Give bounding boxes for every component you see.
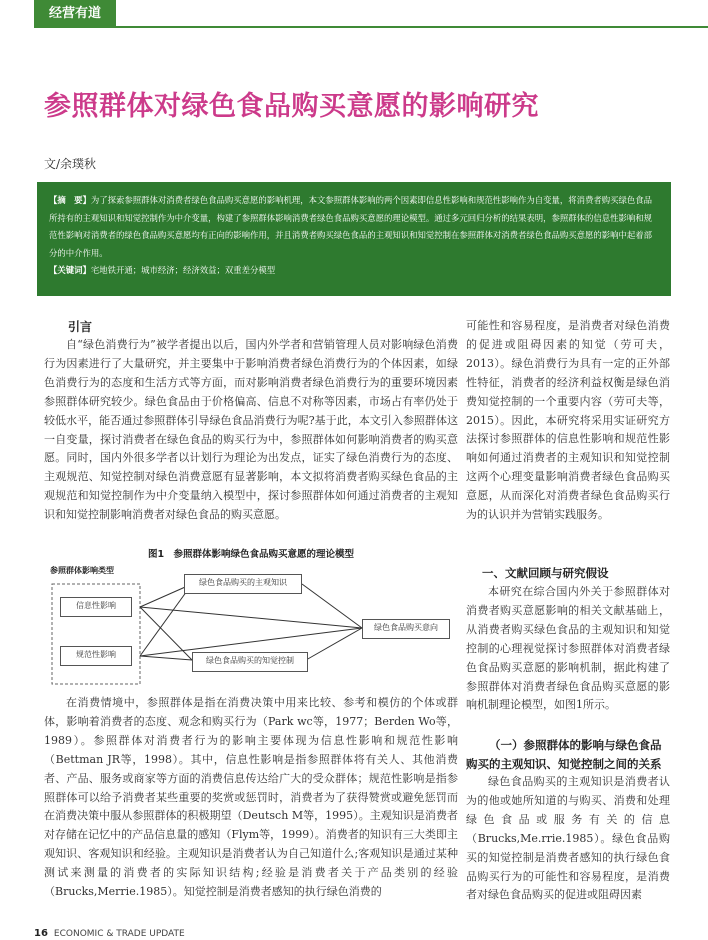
subjective-knowledge-box: 绿色食品购买的主观知识 bbox=[184, 574, 302, 594]
keywords-paragraph bbox=[49, 262, 659, 280]
page-footer bbox=[34, 928, 185, 939]
arrow-control-intention bbox=[306, 628, 362, 660]
perceived-control-box: 绿色食品购买的知觉控制 bbox=[192, 652, 308, 672]
header-bar bbox=[0, 0, 708, 30]
left-body-column bbox=[44, 694, 458, 902]
intro-heading: 引言 bbox=[68, 320, 93, 334]
subsection-paragraph: 绿色食品购买的主观知识是消费者认为的他或她所知道的与购买、消费和处理绿色食品或服务有关的信息（Brucks,Me.rrie.1985）。绿色食品购买的知觉控制是消费者感知的执行绿色食品购买行为的可能性和容易程度，是消费者对绿色食品购买的促进或阻碍因素 bbox=[466, 775, 670, 902]
right-column-sub bbox=[466, 773, 670, 905]
normative-box: 规范性影响 bbox=[60, 646, 132, 666]
article-author: 文/余璞秋 bbox=[44, 157, 97, 171]
arrow-info-control bbox=[140, 607, 192, 660]
arrow-norm-control bbox=[140, 656, 192, 660]
reference-group-paragraph: 在消费情境中，参照群体是指在消费决策中用来比较、参考和模仿的个体或群体，影响着消费者的态度、观念和购买行为（Park wc等，1977；Berden Wo等，1989）。参照群体对消费者行为的影响主要体现为信息性影响和规范性影响（Bettman JR等，1998）。其中，信息性影响是指参照群体将有关人、其他消费者、产品、服务或商家等方面的消费信息传达给广大的受众群体；规范性影响是指参照群体可以给予消费者某些重要的奖赏或惩罚时，消费者为了获得赞赏或避免惩罚而在消费决策中服从参照群体的积极期望（Deutsch M等，1995）。主观知识是消费者对存储在记忆中的产品信息量的感知（Flym等，1999）。消费者的知识有三大类即主观知识、客观知识和经验。主观知识是消费者认为自己知道什么;客观知识是通过某种测试来测量的消费者的实际知识结构;经验是消费者关于产品类别的经验（Brucks,Merrie.1985）。知觉控制是消费者感知的执行绿色消费的 bbox=[44, 696, 458, 899]
literature-paragraph: 本研究在综合国内外关于参照群体对消费者购买意愿影响的相关文献基础上，从消费者购买绿色食品的主观知识和知觉控制的心理视觉探讨参照群体对消费者绿色食品购买意愿的影响机制，据此构建了参照群体对消费者绿色食品购买意愿的影响机制理论模型，如图1所示。 bbox=[466, 585, 670, 712]
keywords-label: 【关键词】 bbox=[49, 265, 91, 275]
right-column-lit bbox=[466, 583, 670, 715]
journal-name: ECONOMIC & TRADE UPDATE bbox=[53, 929, 185, 939]
keywords-text: 宅地铁开通；城市经济；经济效益；双重差分模型 bbox=[90, 265, 276, 275]
abstract-paragraph bbox=[49, 192, 659, 262]
arrow-norm-subjective bbox=[140, 584, 192, 656]
article-title: 参照群体对绿色食品购买意愿的影响研究 bbox=[44, 91, 539, 122]
page-number: 16 bbox=[34, 928, 48, 939]
arrow-info-intention bbox=[140, 607, 362, 628]
group-label: 参照群体影响类型 bbox=[50, 565, 114, 575]
section-heading-literature: 一、文献回顾与研究假设 bbox=[482, 566, 609, 580]
abstract-label: 【摘 要】 bbox=[49, 195, 91, 205]
abstract-box bbox=[37, 182, 671, 296]
intro-paragraph: 自“绿色消费行为”被学者提出以后，国内外学者和营销管理人员对影响绿色消费行为因素进行了大量研究，并主要集中于影响消费者绿色消费行为的个体因素，如绿色消费行为的态度和生活方式等方面，而对影响消费者绿色消费行为的重要环境因素参照群体研究较少。绿色食品由于价格偏高、信息不对称等因素，市场占有率仍处于较低水平，能否通过参照群体引导绿色食品消费行为呢?基于此，本文引入参照群体这一自变量，探讨消费者在绿色食品的购买行为中，参照群体如何影响消费者的购买意愿。同时，国内外很多学者以计划行为理论为出发点，证实了绿色消费行为的态度、主观规范、知觉控制对绿色消费意愿有显著影响，本文拟将消费者购买绿色食品的主观规范和知觉控制作为中介变量纳入模型中，探讨参照群体如何通过消费者的主观知识和知觉控制影响消费者对绿色食品的购买意愿。 bbox=[44, 338, 458, 522]
intro-column bbox=[44, 336, 458, 525]
subsection-heading: （一）参照群体的影响与绿色食品购买的主观知识、知觉控制之间的关系 bbox=[466, 738, 662, 771]
right-continuation-paragraph: 可能性和容易程度，是消费者对绿色消费的促进或阻碍因素的知觉（劳可夫，2013）。绿色消费行为具有一定的正外部性特征，消费者的经济利益权衡是绿色消费知觉控制的一个重要内容（劳可夫等，2015）。因此，本研究将采用实证研究方法探讨参照群体的信息性影响和规范性影响如何通过消费者的主观知识和知觉控制这两个心理变量影响消费者绿色食品购买意愿，从而深化对消费者绿色食品购买行为的认识并为营销实践服务。 bbox=[466, 319, 670, 522]
right-column-top bbox=[466, 317, 670, 525]
header-rule bbox=[116, 26, 708, 28]
section-tag: 经营有道 bbox=[34, 0, 116, 28]
informational-box: 信息性影响 bbox=[60, 597, 132, 617]
arrow-subjective-intention bbox=[302, 584, 362, 628]
model-diagram bbox=[44, 562, 458, 690]
intention-box: 绿色食品购买意向 bbox=[362, 619, 450, 639]
abstract-text: 为了探索参照群体对消费者绿色食品购买意愿的影响机理，本文参照群体影响的两个因素即信息性影响和规范性影响作为自变量，将消费者购买绿色食品所持有的主观知识和知觉控制作为中介变量，构建了参照群体影响消费者绿色食品购买意愿的理论模型。通过多元回归分析的结果表明，参照群体的信息性影响和规范性影响对消费者的绿色食品购买意愿均有正向的影响作用，并且消费者购买绿色食品的主观知识和知觉控制在参照群体对消费者绿色食品购买意愿的影响中起着部分的中介作用。 bbox=[49, 195, 652, 258]
figure-caption: 图1 参照群体影响绿色食品购买意愿的理论模型 bbox=[147, 549, 355, 560]
